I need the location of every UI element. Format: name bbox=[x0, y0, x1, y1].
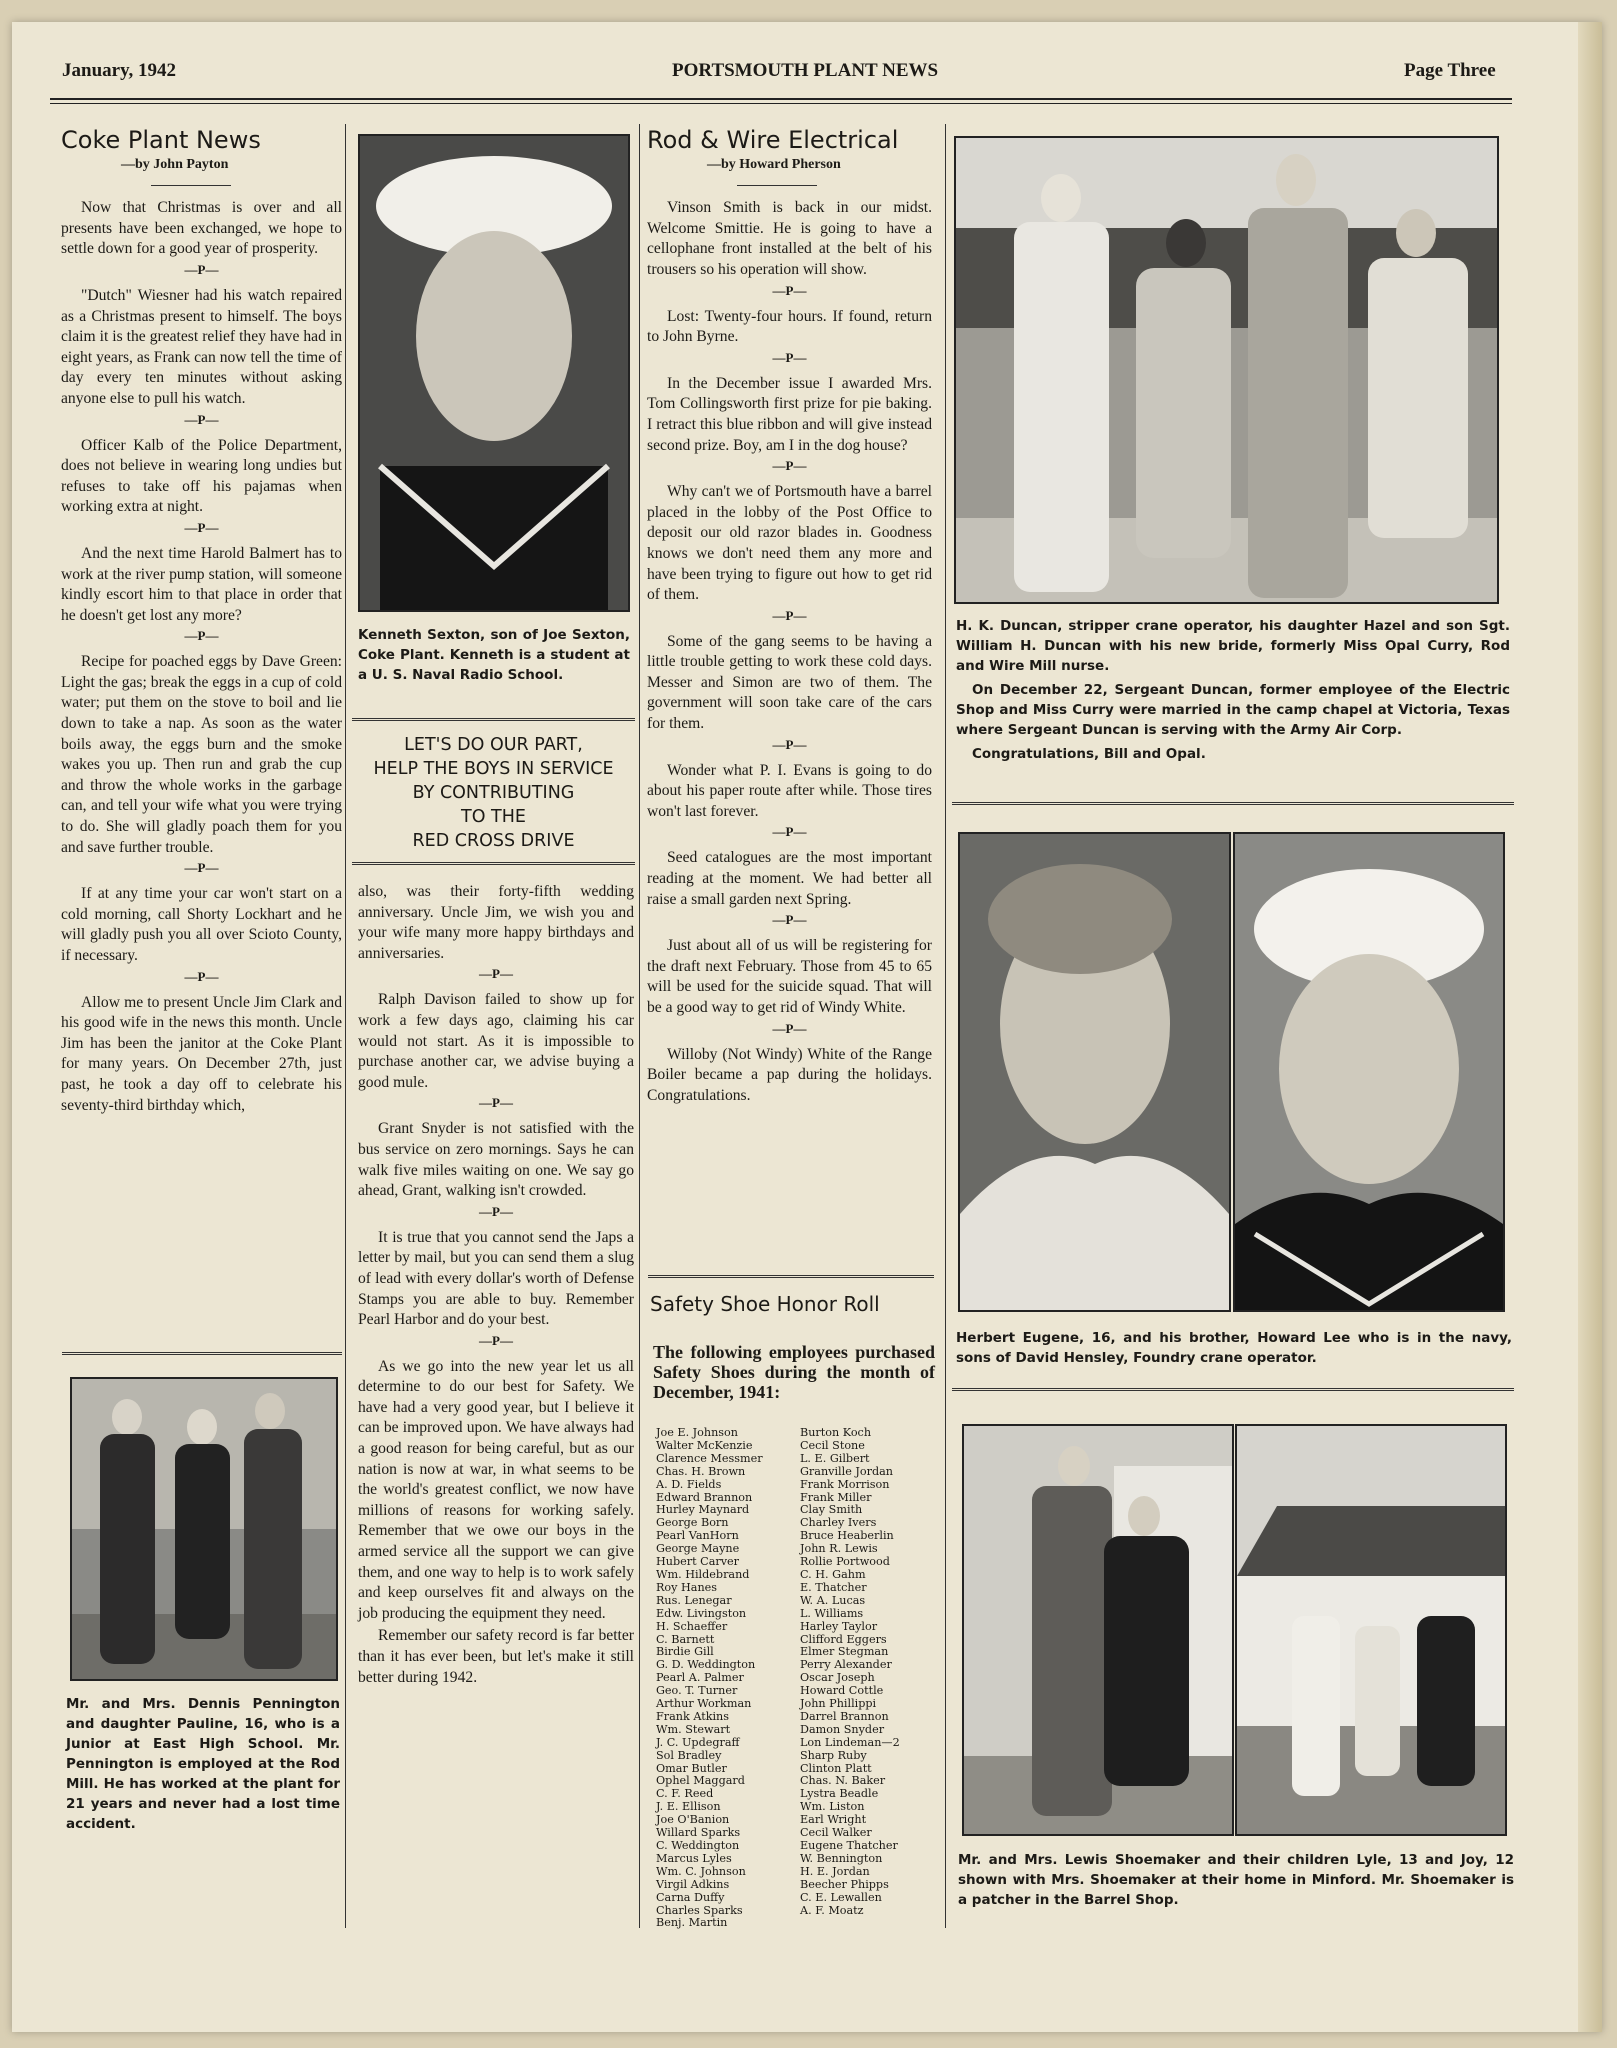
honor-roll-name: W. Bennington bbox=[800, 1851, 883, 1865]
honor-roll-left-list bbox=[656, 1427, 801, 1930]
honor-roll-name: G. D. Weddington bbox=[656, 1658, 756, 1672]
issue-date: January, 1942 bbox=[62, 60, 177, 81]
article-paragraph: If at any time your car won't start on a cold morning, call Shorty Lockhart and he will gladly push you all over Scioto County, if necessary. bbox=[61, 885, 342, 964]
article-paragraph: Wonder what P. I. Evans is going to do about his paper route after while. Those tires won't last forever. bbox=[647, 761, 932, 820]
hensley-caption bbox=[956, 1328, 1512, 1372]
honor-roll-name: Rollie Portwood bbox=[800, 1555, 890, 1569]
shoemaker-home-photo bbox=[1235, 1424, 1507, 1836]
honor-roll-name: Frank Atkins bbox=[656, 1709, 730, 1723]
article-paragraph: Just about all of us will be registering for the draft next February. Those from 45 to 65 will be used for the suicide squad. That will be a good way to get rid of Windy White. bbox=[647, 937, 932, 1016]
honor-roll-name: L. Williams bbox=[800, 1606, 864, 1620]
duncan-wedding-text: On December 22, Sergeant Duncan, former employee of the Electric Shop and Miss Curry were married in the camp chapel at Victoria, Texas where Sergeant Duncan is serving with the Army Air Corp. bbox=[956, 682, 1510, 738]
honor-roll-name: Frank Morrison bbox=[800, 1477, 890, 1491]
honor-roll-name: C. E. Lewallen bbox=[800, 1890, 882, 1904]
honor-roll-name: C. H. Gahm bbox=[800, 1567, 866, 1581]
item-separator: —P— bbox=[184, 860, 219, 876]
column-rule-1 bbox=[345, 124, 346, 1928]
honor-roll-name: Lon Lindeman—2 bbox=[800, 1735, 900, 1749]
article-paragraph: also, was their forty-fifth wedding anniversary. Uncle Jim, we wish you and your wife many more happy birthdays and anniversaries. bbox=[358, 883, 634, 962]
honor-roll-name: L. E. Gilbert bbox=[800, 1451, 870, 1465]
honor-roll-name: Elmer Stegman bbox=[800, 1645, 889, 1659]
item-separator: —P— bbox=[772, 607, 807, 623]
item-separator: —P— bbox=[479, 966, 513, 982]
honor-roll-right-list bbox=[800, 1427, 940, 1917]
honor-roll-name: A. F. Moatz bbox=[800, 1903, 864, 1917]
honor-roll-name: Geo. T. Turner bbox=[656, 1684, 738, 1698]
masthead bbox=[50, 60, 1512, 100]
howard-photo-image bbox=[1235, 834, 1503, 1310]
red-cross-line: TO THE bbox=[461, 807, 526, 827]
duncan-caption-text: H. K. Duncan, stripper crane operator, his daughter Hazel and son Sgt. William H. Duncan with his new bride, formerly Miss Opal Curry, Rod and Wire Mill nurse. bbox=[956, 618, 1510, 674]
duncan-family-photo bbox=[954, 136, 1499, 604]
honor-roll-name: C. Barnett bbox=[656, 1632, 715, 1646]
honor-roll-name: Walter McKenzie bbox=[656, 1438, 753, 1452]
section-rule bbox=[352, 718, 635, 721]
item-separator: —P— bbox=[479, 1095, 513, 1111]
honor-roll-name: Frank Miller bbox=[800, 1490, 872, 1504]
sexton-caption bbox=[358, 625, 630, 689]
honor-roll-name: Perry Alexander bbox=[800, 1658, 892, 1672]
honor-roll-name: Chas. N. Baker bbox=[800, 1774, 886, 1788]
honor-roll-name: Eugene Thatcher bbox=[800, 1839, 898, 1852]
honor-roll-name: Clay Smith bbox=[800, 1503, 863, 1517]
masthead-rule bbox=[50, 98, 1512, 104]
pennington-caption bbox=[66, 1694, 340, 1838]
honor-roll-name: Bruce Heaberlin bbox=[800, 1529, 894, 1543]
article-paragraph: Recipe for poached eggs by Dave Green: Light the gas; break the eggs in a cup of cold water; put them on the stove to boil and lie down to take a nap. As soon as the water boils away, the eggs burn and the smoke wakes you up. Then run and grab the cup and throw the whole works in the garbage can, and tell your wife what you were trying to do. She will gladly poach them for you and save further trouble. bbox=[61, 653, 342, 856]
honor-roll-name: Joe E. Johnson bbox=[656, 1426, 738, 1439]
honor-roll-name: Benj. Martin bbox=[656, 1916, 728, 1930]
honor-roll-name: Sol Bradley bbox=[656, 1748, 722, 1762]
honor-roll-name: George Born bbox=[656, 1516, 729, 1530]
article-paragraph: Allow me to present Uncle Jim Clark and his good wife in the news this month. Uncle Jim has been the janitor at the Coke Plant for many years. On December 27th, just past, he took a day off to celebrate his seventy-third birthday which, bbox=[61, 993, 342, 1114]
item-separator: —P— bbox=[772, 349, 807, 365]
page-edge bbox=[1578, 22, 1602, 2032]
herbert-photo-image bbox=[960, 834, 1229, 1310]
herbert-eugene-photo bbox=[958, 832, 1231, 1312]
item-separator: —P— bbox=[184, 261, 219, 277]
honor-roll-name: Clinton Platt bbox=[800, 1761, 872, 1775]
duncan-caption bbox=[956, 616, 1510, 768]
honor-roll-name: John R. Lewis bbox=[800, 1542, 878, 1556]
honor-roll-name: E. Thatcher bbox=[800, 1580, 867, 1594]
pennington-family-photo bbox=[70, 1377, 338, 1681]
coke-plant-heading: Coke Plant News bbox=[61, 126, 261, 154]
article-paragraph: In the December issue I awarded Mrs. Tom Collingsworth first prize for pie baking. I retract this blue ribbon and will give instead second prize. Boy, am I in the dog house? bbox=[647, 374, 932, 454]
honor-roll-name: Howard Cottle bbox=[800, 1684, 884, 1698]
pennington-caption-text: Mr. and Mrs. Dennis Pennington and daughter Pauline, 16, who is a Junior at East High School. Mr. Pennington is employed at the Rod Mill. He has worked at the plant for 21 years and never had a lost time accident. bbox=[66, 1696, 340, 1832]
article-paragraph: Now that Christmas is over and all presents have been exchanged, we hope to settle down for a good year of prosperity. bbox=[61, 199, 342, 258]
kenneth-sexton-photo bbox=[358, 134, 630, 612]
honor-roll-name: Hurley Maynard bbox=[656, 1503, 750, 1517]
article-paragraph: Lost: Twenty-four hours. If found, return to John Byrne. bbox=[647, 307, 932, 346]
honor-roll-name: Sharp Ruby bbox=[800, 1748, 867, 1762]
sexton-photo-image bbox=[360, 136, 628, 610]
honor-roll-name: Pearl A. Palmer bbox=[656, 1671, 744, 1685]
honor-roll-name: Pearl VanHorn bbox=[656, 1529, 739, 1543]
honor-roll-name: Harley Taylor bbox=[800, 1619, 878, 1633]
honor-roll-name: Burton Koch bbox=[800, 1426, 872, 1439]
honor-roll-name: Willard Sparks bbox=[656, 1826, 741, 1840]
honor-roll-name: Damon Snyder bbox=[800, 1722, 885, 1736]
column-rule-3 bbox=[945, 124, 946, 1928]
column-rule-2 bbox=[639, 124, 640, 1928]
safety-intro: The following employees purchased Safety Shoes during the month of December, 1941: bbox=[653, 1342, 935, 1402]
item-separator: —P— bbox=[772, 736, 807, 752]
honor-roll-name: Clifford Eggers bbox=[800, 1632, 887, 1646]
honor-roll-name: Lystra Beadle bbox=[800, 1787, 879, 1801]
honor-roll-name: Birdie Gill bbox=[656, 1645, 714, 1659]
honor-roll-name: Wm. C. Johnson bbox=[656, 1864, 746, 1878]
honor-roll-name: Joe O'Banion bbox=[656, 1813, 730, 1827]
article-paragraph: Grant Snyder is not satisfied with the bus service on zero mornings. Says he can walk five miles waiting on one. We say go ahead, Grant, walking isn't crowded. bbox=[358, 1120, 634, 1200]
page-number: Page Three bbox=[1404, 60, 1496, 81]
honor-roll-name: Wm. Stewart bbox=[656, 1722, 731, 1736]
red-cross-notice bbox=[352, 733, 635, 853]
rod-wire-byline: —by Howard Pherson bbox=[707, 156, 841, 172]
section-rule bbox=[952, 1388, 1514, 1391]
byline-rule bbox=[737, 185, 817, 186]
honor-roll-name: H. E. Jordan bbox=[800, 1864, 870, 1878]
byline-rule bbox=[151, 185, 231, 186]
red-cross-line: HELP THE BOYS IN SERVICE bbox=[373, 759, 614, 779]
coke-plant-continued bbox=[358, 882, 634, 1690]
item-separator: —P— bbox=[772, 912, 807, 928]
paper-title: PORTSMOUTH PLANT NEWS bbox=[672, 60, 939, 81]
item-separator: —P— bbox=[479, 1203, 513, 1219]
shoemaker-caption bbox=[958, 1850, 1514, 1914]
honor-roll-name: J. C. Updegraff bbox=[656, 1735, 740, 1749]
article-paragraph: Officer Kalb of the Police Department, does not believe in wearing long undies but refuses to take off his pajamas when working extra at night. bbox=[61, 436, 342, 516]
honor-roll-name: H. Schaeffer bbox=[656, 1619, 728, 1633]
article-paragraph: Seed catalogues are the most important reading at the moment. We had better all raise a small garden next Spring. bbox=[647, 849, 932, 908]
honor-roll-name: Granville Jordan bbox=[800, 1464, 893, 1478]
honor-roll-name: W. A. Lucas bbox=[800, 1593, 866, 1607]
rod-wire-heading: Rod & Wire Electrical bbox=[647, 126, 899, 154]
honor-roll-name: J. E. Ellison bbox=[656, 1800, 721, 1814]
honor-roll-name: A. D. Fields bbox=[656, 1477, 722, 1491]
shoemaker-caption-text: Mr. and Mrs. Lewis Shoemaker and their children Lyle, 13 and Joy, 12 shown with Mrs. Shoemaker at their home in Minford. Mr. Shoemaker is a patcher in the Barrel Shop. bbox=[958, 1852, 1514, 1908]
safety-heading: Safety Shoe Honor Roll bbox=[650, 1292, 880, 1316]
item-separator: —P— bbox=[479, 1332, 513, 1348]
red-cross-line: LET'S DO OUR PART, bbox=[404, 735, 583, 755]
honor-roll-name: Ophel Maggard bbox=[656, 1774, 745, 1788]
honor-roll-name: Cecil Stone bbox=[800, 1438, 865, 1452]
article-paragraph: Vinson Smith is back in our midst. Welcome Smittie. He is going to have a cellophane front installed at the belt of his trousers so his operation will show. bbox=[647, 199, 932, 278]
article-paragraph: It is true that you cannot send the Japs a letter by mail, but you can send them a slug of lead with every dollar's worth of Defense Stamps you are able to buy. Remember Pearl Harbor and do your best. bbox=[358, 1228, 634, 1329]
honor-roll-name: Carna Duffy bbox=[656, 1890, 725, 1904]
item-separator: —P— bbox=[772, 282, 807, 298]
duncan-congrats-text: Congratulations, Bill and Opal. bbox=[972, 746, 1206, 762]
honor-roll-name: C. F. Reed bbox=[656, 1787, 714, 1801]
red-cross-line: RED CROSS DRIVE bbox=[412, 831, 575, 851]
honor-roll-name: Edward Brannon bbox=[656, 1490, 753, 1504]
honor-roll-name: George Mayne bbox=[656, 1542, 740, 1556]
red-cross-line: BY CONTRIBUTING bbox=[412, 783, 575, 803]
honor-roll-name: Wm. Hildebrand bbox=[656, 1567, 750, 1581]
duncan-photo-image bbox=[956, 138, 1497, 602]
item-separator: —P— bbox=[772, 458, 807, 474]
honor-roll-name: Virgil Adkins bbox=[656, 1877, 730, 1891]
howard-lee-photo bbox=[1233, 832, 1505, 1312]
honor-roll-name: Charley Ivers bbox=[800, 1516, 877, 1530]
article-paragraph: Why can't we of Portsmouth have a barrel placed in the lobby of the Post Office to deposit our old razor blades in. Goodness knows we don't need them any more and have been trying to figure out how to get rid of them. bbox=[647, 483, 932, 604]
item-separator: —P— bbox=[184, 968, 219, 984]
section-rule bbox=[352, 862, 635, 865]
honor-roll-name: Darrel Brannon bbox=[800, 1709, 889, 1723]
article-paragraph: And the next time Harold Balmert has to work at the river pump station, will someone kindly escort him to that place in order that he doesn't get lost any more? bbox=[61, 544, 342, 624]
shoemaker-parents-photo bbox=[962, 1424, 1234, 1836]
coke-plant-byline: —by John Payton bbox=[121, 156, 229, 172]
honor-roll-name: Clarence Messmer bbox=[656, 1451, 763, 1465]
article-paragraph: Willoby (Not Windy) White of the Range Boiler became a pap during the holidays. Congratulations. bbox=[647, 1045, 932, 1104]
honor-roll-name: Omar Butler bbox=[656, 1761, 727, 1775]
honor-roll-name: Charles Sparks bbox=[656, 1903, 743, 1917]
honor-roll-name: Chas. H. Brown bbox=[656, 1464, 746, 1478]
honor-roll-name: John Phillippi bbox=[800, 1697, 877, 1711]
article-paragraph: Remember our safety record is far better than it has ever been, but let's make it still better during 1942. bbox=[358, 1627, 634, 1686]
section-rule bbox=[62, 1352, 342, 1355]
honor-roll-name: Edw. Livingston bbox=[656, 1606, 747, 1620]
article-paragraph: "Dutch" Wiesner had his watch repaired as a Christmas present to himself. The boys claim it is the greatest relief they have had in eight years, as Frank can now tell the time of day every ten minutes without asking anyone else to pull his watch. bbox=[61, 286, 342, 407]
section-rule bbox=[952, 802, 1514, 805]
item-separator: —P— bbox=[184, 411, 219, 427]
honor-roll-name: C. Weddington bbox=[656, 1839, 740, 1852]
item-separator: —P— bbox=[184, 628, 219, 644]
coke-plant-column bbox=[61, 126, 342, 1118]
honor-roll-name: Arthur Workman bbox=[656, 1697, 752, 1711]
honor-roll-name: Cecil Walker bbox=[800, 1826, 872, 1840]
honor-roll-name: Wm. Liston bbox=[800, 1800, 865, 1814]
item-separator: —P— bbox=[772, 824, 807, 840]
item-separator: —P— bbox=[772, 1020, 807, 1036]
honor-roll-name: Beecher Phipps bbox=[800, 1877, 889, 1891]
article-paragraph: Some of the gang seems to be having a little trouble getting to work these cold days. Messer and Simon are two of them. The government will soon take care of the cars for them. bbox=[647, 632, 932, 733]
sexton-caption-text: Kenneth Sexton, son of Joe Sexton, Coke Plant. Kenneth is a student at a U. S. Naval Radio School. bbox=[358, 627, 630, 683]
pennington-photo-image bbox=[72, 1379, 336, 1679]
item-separator: —P— bbox=[184, 519, 219, 535]
section-rule bbox=[648, 1275, 934, 1278]
rod-wire-column bbox=[647, 126, 932, 1108]
honor-roll-name: Hubert Carver bbox=[656, 1555, 740, 1569]
honor-roll-name: Marcus Lyles bbox=[656, 1851, 732, 1865]
honor-roll-name: Oscar Joseph bbox=[800, 1671, 875, 1685]
article-paragraph: Ralph Davison failed to show up for work a few days ago, claiming his car would not start. As it is impossible to purchase another car, we advise buying a good mule. bbox=[358, 991, 634, 1091]
shoemaker-home-image bbox=[1237, 1426, 1505, 1834]
article-paragraph: As we go into the new year let us all determine to do our best for Safety. We have had a very good year, but I believe it can be improved upon. We have always had a good reason for being careful, but as our nation is now at war, in what seems to be the world's greatest conflict, we now have millions of reasons for working safely. Remember that we owe our boys in the armed service all the support we can give them, and one way to help is to work safely and keep ourselves fit and always on the job producing the equipment they need. bbox=[358, 1357, 634, 1622]
shoemaker-parents-image bbox=[964, 1426, 1232, 1834]
honor-roll-name: Roy Hanes bbox=[656, 1580, 718, 1594]
honor-roll-name: Rus. Lenegar bbox=[656, 1593, 732, 1607]
hensley-caption-text: Herbert Eugene, 16, and his brother, Howard Lee who is in the navy, sons of David Hensley, Foundry crane operator. bbox=[956, 1330, 1512, 1366]
honor-roll-name: Earl Wright bbox=[800, 1813, 867, 1827]
